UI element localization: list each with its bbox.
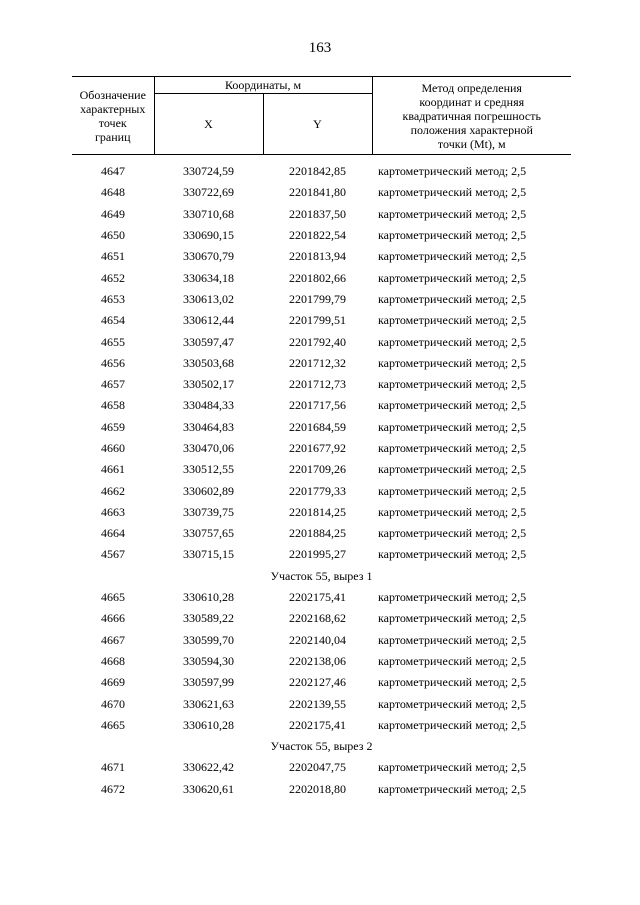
x-coordinate-cell: 330612,44: [183, 313, 234, 328]
point-id-cell: 4567: [101, 547, 125, 562]
header-method-line: Метод определения: [421, 80, 522, 95]
x-coordinate-cell: 330484,33: [183, 398, 234, 413]
table-row: [72, 587, 571, 608]
header-x: X: [154, 94, 263, 155]
method-cell: картометрический метод; 2,5: [378, 781, 527, 796]
point-id-cell: 4653: [101, 291, 125, 306]
point-id-cell: 4664: [101, 526, 125, 541]
point-id-cell: 4667: [101, 632, 125, 647]
method-cell: картометрический метод; 2,5: [378, 270, 527, 285]
x-coordinate-cell: 330503,68: [183, 355, 234, 370]
table-row: [72, 715, 571, 736]
x-coordinate-cell: 330597,47: [183, 334, 234, 349]
y-coordinate-cell: 2201779,33: [289, 483, 346, 498]
y-coordinate-cell: 2201814,25: [289, 504, 346, 519]
table-row: [72, 310, 571, 331]
method-cell: картометрический метод; 2,5: [378, 675, 527, 690]
y-coordinate-cell: 2201712,73: [289, 377, 346, 392]
header-designation: [72, 77, 154, 155]
table-row: [72, 204, 571, 225]
y-coordinate-cell: 2202175,41: [289, 717, 346, 732]
point-id-cell: 4652: [101, 270, 125, 285]
method-cell: картометрический метод; 2,5: [378, 526, 527, 541]
point-id-cell: 4672: [101, 781, 125, 796]
table-row: [72, 395, 571, 416]
table-row: [72, 438, 571, 459]
x-coordinate-cell: 330594,30: [183, 653, 234, 668]
table-row: [72, 331, 571, 352]
x-coordinate-cell: 330613,02: [183, 291, 234, 306]
table-row: [72, 480, 571, 501]
method-cell: картометрический метод; 2,5: [378, 334, 527, 349]
page-number: 163: [308, 40, 332, 56]
x-coordinate-cell: 330622,42: [183, 760, 234, 775]
y-coordinate-cell: 2201792,40: [289, 334, 346, 349]
header-method-line: квадратичная погрешность: [402, 108, 541, 123]
method-cell: картометрический метод; 2,5: [378, 164, 527, 179]
method-cell: картометрический метод; 2,5: [378, 206, 527, 221]
method-cell: картометрический метод; 2,5: [378, 653, 527, 668]
point-id-cell: 4671: [101, 760, 125, 775]
x-coordinate-cell: 330670,79: [183, 249, 234, 264]
table-row: [72, 459, 571, 480]
y-coordinate-cell: 2201709,26: [289, 462, 346, 477]
table-header: [72, 77, 571, 155]
x-coordinate-cell: 330464,83: [183, 419, 234, 434]
table-row: [72, 289, 571, 310]
method-cell: картометрический метод; 2,5: [378, 696, 527, 711]
method-cell: картометрический метод; 2,5: [378, 760, 527, 775]
x-coordinate-cell: 330470,06: [183, 441, 234, 455]
y-coordinate-cell: 2202175,41: [289, 590, 346, 605]
point-id-cell: 4650: [101, 228, 125, 243]
method-cell: картометрический метод; 2,5: [378, 228, 527, 243]
table-row: [72, 544, 571, 565]
method-cell: картометрический метод; 2,5: [378, 377, 527, 392]
section-label: Участок 55, вырез 2: [270, 739, 373, 754]
method-cell: картометрический метод; 2,5: [378, 632, 527, 647]
header-method-line: точки (Mt), м: [437, 136, 506, 151]
y-coordinate-cell: 2201995,27: [289, 547, 346, 562]
method-cell: картометрический метод; 2,5: [378, 611, 527, 626]
method-cell: картометрический метод; 2,5: [378, 547, 527, 562]
point-id-cell: 4654: [101, 313, 125, 328]
point-id-cell: 4657: [101, 377, 125, 392]
x-coordinate-cell: 330710,68: [183, 206, 234, 221]
method-cell: картометрический метод; 2,5: [378, 590, 527, 605]
header-coordinates: Координаты, м: [154, 77, 372, 94]
x-coordinate-cell: 330589,22: [183, 611, 234, 626]
y-coordinate-cell: 2201884,25: [289, 526, 346, 541]
table-row: [72, 651, 571, 672]
y-coordinate-cell: 2201837,50: [289, 206, 346, 221]
x-coordinate-cell: 330610,28: [183, 590, 234, 605]
x-coordinate-cell: 330634,18: [183, 270, 234, 285]
point-id-cell: 4670: [101, 696, 125, 711]
method-cell: картометрический метод; 2,5: [378, 419, 527, 434]
method-cell: картометрический метод; 2,5: [378, 249, 527, 264]
point-id-cell: 4651: [101, 249, 125, 264]
method-cell: картометрический метод; 2,5: [378, 462, 527, 477]
method-cell: картометрический метод; 2,5: [378, 483, 527, 498]
point-id-cell: 4662: [101, 483, 125, 498]
section-label: Участок 55, вырез 1: [270, 568, 373, 583]
point-id-cell: 4666: [101, 611, 125, 626]
y-coordinate-cell: 2201717,56: [289, 398, 346, 413]
x-coordinate-cell: 330722,69: [183, 185, 234, 200]
x-coordinate-cell: 330602,89: [183, 483, 234, 498]
method-cell: картометрический метод; 2,5: [378, 313, 527, 328]
section-row: [72, 566, 571, 587]
table-row: [72, 757, 571, 778]
header-designation-line: Обозначение: [79, 87, 146, 102]
method-cell: картометрический метод; 2,5: [378, 291, 527, 306]
table-row: [72, 225, 571, 246]
point-id-cell: 4658: [101, 398, 125, 413]
y-coordinate-cell: 2201799,51: [289, 313, 346, 328]
y-coordinate-cell: 2201677,92: [289, 441, 346, 455]
point-id-cell: 4648: [101, 185, 125, 200]
table-row: [72, 353, 571, 374]
table-row: [72, 374, 571, 395]
table-row: [72, 693, 571, 714]
point-id-cell: 4659: [101, 419, 125, 434]
y-coordinate-cell: 2202047,75: [289, 760, 346, 775]
x-coordinate-cell: 330690,15: [183, 228, 234, 243]
point-id-cell: 4665: [101, 717, 125, 732]
method-cell: картометрический метод; 2,5: [378, 398, 527, 413]
table-row: [72, 161, 571, 182]
table-row: [72, 417, 571, 438]
x-coordinate-cell: 330502,17: [183, 377, 234, 392]
header-designation-line: точек: [98, 115, 127, 130]
method-cell: картометрический метод; 2,5: [378, 185, 527, 200]
point-id-cell: 4647: [101, 164, 125, 179]
point-id-cell: 4655: [101, 334, 125, 349]
method-cell: картометрический метод; 2,5: [378, 717, 527, 732]
point-id-cell: 4649: [101, 206, 125, 221]
table-row: [72, 779, 571, 800]
point-id-cell: 4669: [101, 675, 125, 690]
method-cell: картометрический метод; 2,5: [378, 441, 527, 455]
x-coordinate-cell: 330757,65: [183, 526, 234, 541]
header-method-line: положения характерной: [410, 122, 533, 137]
method-cell: картометрический метод; 2,5: [378, 504, 527, 519]
point-id-cell: 4665: [101, 590, 125, 605]
section-row: [72, 736, 571, 757]
table-row: [72, 608, 571, 629]
x-coordinate-cell: 330610,28: [183, 717, 234, 732]
x-coordinate-cell: 330597,99: [183, 675, 234, 690]
x-coordinate-cell: 330599,70: [183, 632, 234, 647]
table-row: [72, 630, 571, 651]
x-coordinate-cell: 330621,63: [183, 696, 234, 711]
y-coordinate-cell: 2201802,66: [289, 270, 346, 285]
point-id-cell: 4656: [101, 355, 125, 370]
y-coordinate-cell: 2202168,62: [289, 611, 346, 626]
point-id-cell: 4660: [101, 441, 125, 455]
x-coordinate-cell: 330512,55: [183, 462, 234, 477]
y-coordinate-cell: 2202018,80: [289, 781, 346, 796]
table-row: [72, 246, 571, 267]
point-id-cell: 4663: [101, 504, 125, 519]
table-row: [72, 672, 571, 693]
table-row: [72, 182, 571, 203]
header-designation-line: границ: [94, 129, 131, 144]
y-coordinate-cell: 2201822,54: [289, 228, 346, 243]
header-method-line: координат и средняя: [419, 94, 525, 109]
point-id-cell: 4661: [101, 462, 125, 477]
x-coordinate-cell: 330715,15: [183, 547, 234, 562]
table-row: [72, 523, 571, 544]
method-cell: картометрический метод; 2,5: [378, 355, 527, 370]
point-id-cell: 4668: [101, 653, 125, 668]
x-coordinate-cell: 330724,59: [183, 164, 234, 179]
header-y: Y: [263, 94, 372, 155]
table-body: [72, 155, 571, 800]
y-coordinate-cell: 2201842,85: [289, 164, 346, 179]
y-coordinate-cell: 2202139,55: [289, 696, 346, 711]
coordinates-table: [72, 76, 571, 800]
y-coordinate-cell: 2201712,32: [289, 355, 346, 370]
coordinates-table-container: [72, 76, 571, 800]
header-method: [372, 77, 571, 155]
y-coordinate-cell: 2201813,94: [289, 249, 346, 264]
header-designation-line: характерных: [80, 101, 146, 116]
x-coordinate-cell: 330620,61: [183, 781, 234, 796]
y-coordinate-cell: 2202138,06: [289, 653, 346, 668]
y-coordinate-cell: 2201799,79: [289, 291, 346, 306]
y-coordinate-cell: 2201684,59: [289, 419, 346, 434]
y-coordinate-cell: 2202127,46: [289, 675, 346, 690]
y-coordinate-cell: 2202140,04: [289, 632, 346, 647]
x-coordinate-cell: 330739,75: [183, 504, 234, 519]
table-row: [72, 267, 571, 288]
table-row: [72, 502, 571, 523]
y-coordinate-cell: 2201841,80: [289, 185, 346, 200]
